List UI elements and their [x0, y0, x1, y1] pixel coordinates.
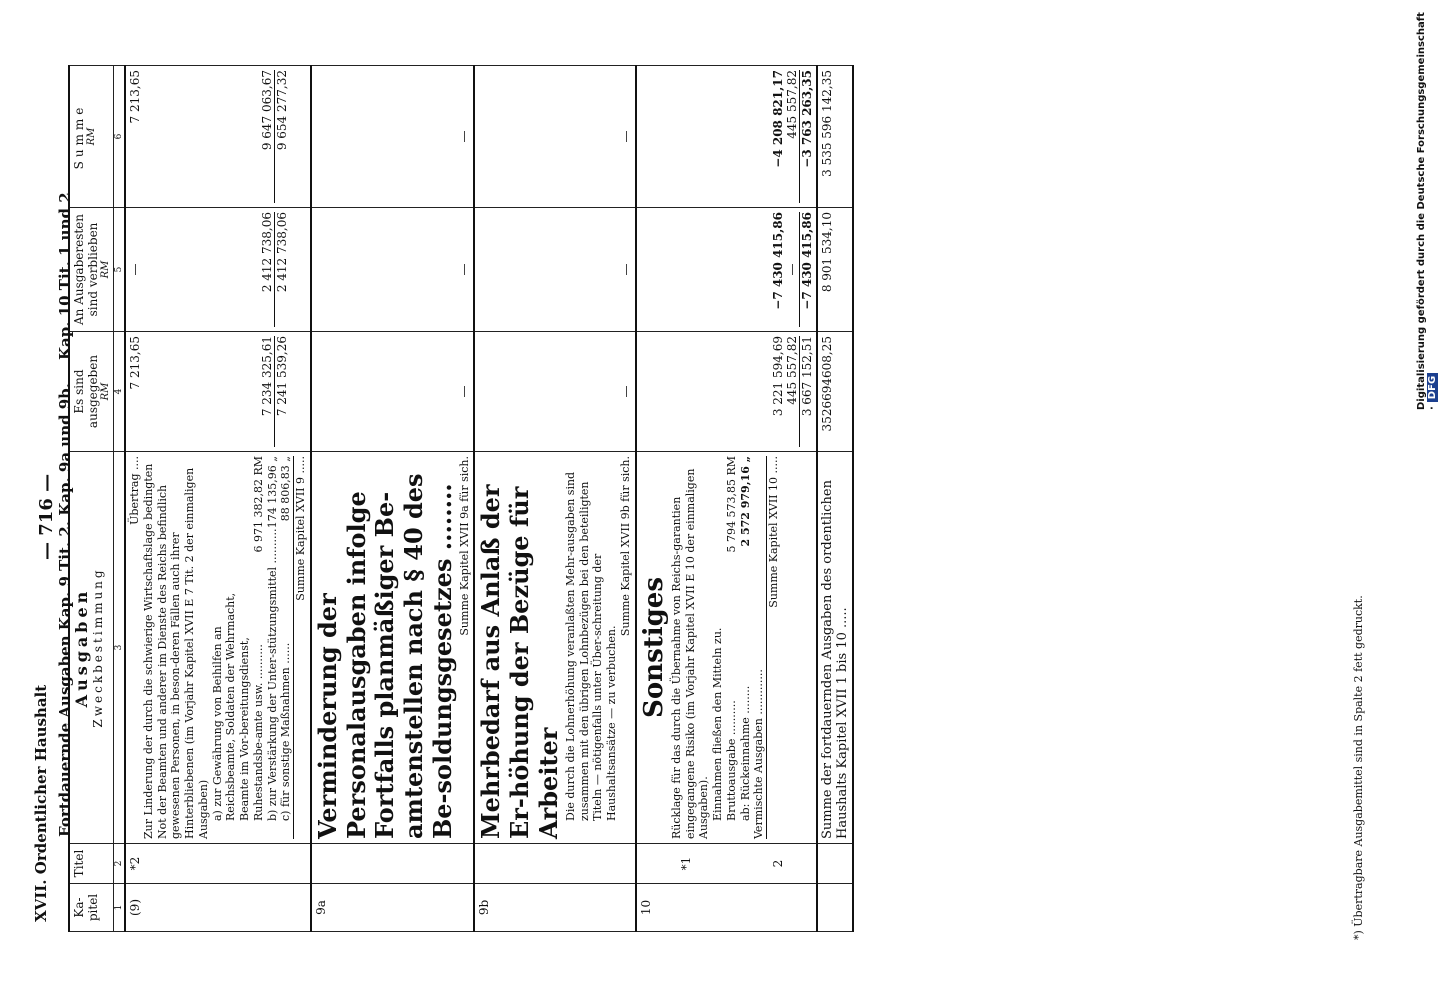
k10-brutto-text: Bruttoausgabe ..........	[724, 700, 738, 821]
k10-s4: 3 667 152,51	[799, 336, 814, 447]
k10-brutto	[725, 456, 739, 839]
k9-sum-label: Summe Kapitel XVII 9 .....	[293, 456, 308, 839]
k9-s4: 7 241 539,26	[274, 336, 289, 447]
k10-r2-6: 445 557,82	[784, 70, 799, 139]
tit-cell	[311, 844, 475, 884]
table-header-row	[69, 66, 114, 932]
k9-col5	[125, 208, 311, 332]
k9a-title: Verminderung der Personalausgaben infolge Fortfalls planmäßiger Be-amtenstellen nach § 40 des Be-soldungsgesetzes ........	[312, 473, 457, 839]
k9b-text: Die durch die Lohnerhöhung veranlaßten Mehr-ausgaben sind zusammen mit den übrigen Lohnbezügen bei den beteiligten Titeln — nötigenfalls unter Über-schreitung der Haushaltsansätze — zu verbuchen.	[563, 471, 619, 821]
desc-cell	[636, 452, 817, 844]
dfg-credit	[1416, 10, 1438, 410]
table-row	[311, 66, 475, 932]
total-col5: 8 901 534,10	[817, 208, 853, 332]
tit-cell	[636, 844, 817, 884]
col-ausgaben-title: Ausgaben	[72, 587, 91, 708]
k10-ab	[739, 456, 753, 839]
k10-ab-text: ab: Rückeinnahme ........	[738, 685, 752, 821]
table-row	[636, 66, 817, 932]
k10-col6	[636, 66, 817, 208]
k9-c-text: c) für sonstige Maßnahmen ......	[279, 642, 293, 821]
k9a-col5: —	[311, 208, 475, 332]
k10-col4	[636, 332, 817, 452]
footnote: *) Übertragbare Ausgabemittel sind in Spalte 2 fett gedruckt.	[1352, 595, 1365, 940]
k9a-sum-label: Summe Kapitel XVII 9a für sich.	[457, 456, 471, 636]
col-6-label: Summe	[72, 103, 86, 170]
tit-cell	[474, 844, 635, 884]
k9-col6	[125, 66, 311, 208]
page-number: — 716 —	[36, 473, 57, 560]
col-number: 2	[114, 844, 126, 884]
k10-t2: 2	[770, 859, 785, 868]
unit-label: RM	[100, 382, 111, 401]
col-5-label: An Ausgaberesten sind verblieben	[72, 213, 100, 326]
col-5	[69, 208, 114, 332]
k9-text: Zur Linderung der durch die schwierige Wirtschaftslage bedingten Not der Beamten und anderer im Dienste des Reichs befindlich gewesenen Personen, in beson-deren Fällen auch ihrer Hinterbliebenen (im Vorjahr Kapitel XVII E 7 Tit. 2 der einmaligen Ausgaben)	[141, 463, 210, 839]
k9-col4	[125, 332, 311, 452]
col-ausgaben	[69, 452, 114, 844]
desc-cell	[311, 452, 475, 844]
k9-b-text: b) zur Verstärkung der Unter-stützungsmittel ..........	[265, 528, 279, 821]
total-label: Summe der fortdauernden Ausgaben des ordentlichen Haushalts Kapitel XVII 1 bis 10 .....	[817, 452, 853, 844]
k10-col5	[636, 208, 817, 332]
k9-c	[279, 456, 293, 839]
col-kap: Ka-pitel	[69, 884, 114, 932]
k9-a	[211, 456, 266, 839]
k9b-col4: —	[474, 332, 635, 452]
desc-cell	[474, 452, 635, 844]
uebertrag-label: Übertrag ....	[128, 456, 141, 525]
k10-ab-val: 2 572 979,16 „	[738, 456, 752, 547]
k9b-col5: —	[474, 208, 635, 332]
col-number: 5	[114, 208, 126, 332]
k9-s6: 9 654 277,32	[274, 70, 289, 203]
k10-sum-label: Summe Kapitel XVII 10 .....	[766, 456, 781, 839]
k10-title: Sonstiges	[638, 577, 669, 718]
k10-brutto-val: 5 794 573,85 RM	[724, 456, 738, 553]
budget-table	[68, 65, 854, 932]
k9a-col4: —	[311, 332, 475, 452]
k9-a-text: a) zur Gewährung von Beihilfen an Reichsbeamte, Soldaten der Wehrmacht, Beamte im Vor-bereitungsdienst, Ruhestandsbe-amte usw. ..........	[210, 592, 265, 821]
tit-cell	[817, 844, 853, 884]
k10-text2: Einnahmen fließen den Mitteln zu.	[711, 627, 725, 821]
unit-label: RM	[100, 260, 111, 279]
col-4-label: Es sind ausgegeben	[72, 354, 100, 429]
k10-r1-5: −7 430 415,86	[770, 212, 785, 310]
k9-b-val: 174 135,96 „	[265, 456, 279, 529]
kap-cell: (9)	[125, 884, 311, 932]
k10-s6: −3 763 263,35	[799, 70, 814, 203]
unit-label: RM	[86, 127, 97, 146]
k10-text3: Vermischte Ausgaben .............	[752, 669, 766, 839]
col-number: 4	[114, 332, 126, 452]
dfg-text: Digitalisierung gefördert durch die Deutsche Forschungsgemeinschaft ·	[1416, 12, 1438, 410]
k9a-col6: —	[311, 66, 475, 208]
table-row	[474, 66, 635, 932]
k9-a-val: 6 971 382,82 RM	[251, 456, 265, 553]
k9b-sum-label: Summe Kapitel XVII 9b für sich.	[618, 456, 632, 637]
k9-r5: 2 412 738,06	[260, 212, 274, 293]
k10-r2-4: 445 557,82	[784, 336, 799, 405]
header-subtitle-left: Fortdauernde Ausgaben Kap. 9 Tit. 2. Kap. 9a und 9b.	[56, 383, 74, 837]
col-zweck: Zweckbestimmung	[91, 567, 105, 728]
col-number: 1	[114, 884, 126, 932]
k9-ue4: 7 213,65	[128, 336, 142, 390]
k9b-col6: —	[474, 66, 635, 208]
col-4	[69, 332, 114, 452]
k9-r4: 7 234 325,61	[260, 336, 274, 417]
k9b-title: Mehrbedarf aus Anlaß der Er-höhung der Bezüge für Arbeiter	[476, 484, 564, 839]
header-title: XVII. Ordentlicher Haushalt	[32, 684, 50, 922]
k9-s5: 2 412 738,06	[274, 212, 289, 327]
k9-r6: 9 647 063,67	[260, 70, 274, 151]
kap-cell: 9a	[311, 884, 475, 932]
k10-t1: *1	[678, 856, 693, 871]
k9-b	[266, 456, 280, 839]
k10-r2-5: —	[784, 263, 799, 276]
col-number: 3	[114, 452, 126, 844]
dash: —	[128, 263, 142, 276]
desc-cell	[125, 452, 311, 844]
k10-r1-6: −4 208 821,17	[770, 70, 785, 168]
k9-c-val: 88 806,83 „	[279, 456, 293, 522]
col-tit: Titel	[69, 844, 114, 884]
col-6	[69, 66, 114, 208]
table-row	[125, 66, 311, 932]
header-subtitle-right: Kap. 10 Tit. 1 und 2	[56, 192, 74, 360]
k10-r1-4: 3 221 594,69	[770, 336, 785, 417]
col-number: 6	[114, 66, 126, 208]
k10-s5: −7 430 415,86	[799, 212, 814, 327]
tit-cell: *2	[125, 844, 311, 884]
kap-cell: 10	[636, 884, 817, 932]
total-col6: 3 535 596 142,35	[817, 66, 853, 208]
total-row	[817, 66, 853, 932]
k9-ue6: 7 213,65	[128, 70, 142, 124]
column-number-row	[114, 66, 126, 932]
kap-cell: 9b	[474, 884, 635, 932]
dfg-logo: DFG	[1427, 373, 1438, 402]
kap-cell	[817, 884, 853, 932]
total-col4: 3526694608,25	[817, 332, 853, 452]
k10-text1: Rücklage für das durch die Übernahme von Reichs-garantien eingegangene Risiko (im Vorjahr Kapitel XVII E 10 der einmaligen Ausgaben).	[669, 468, 711, 839]
